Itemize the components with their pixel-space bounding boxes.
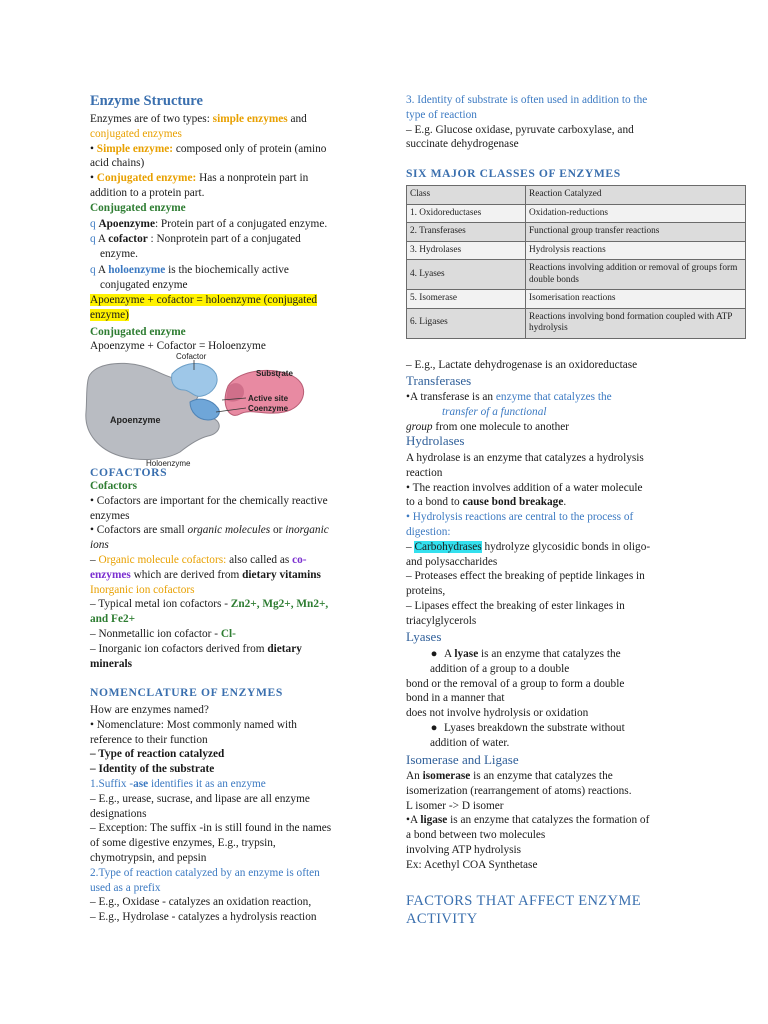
label-holoenzyme: Holoenzyme — [146, 459, 191, 468]
table-row: 2. Transferases Functional group transfer reactions — [407, 223, 746, 242]
substrate-naming: 3. Identity of substrate is often used in addition to the type of reaction – E.g. Glucose oxidase, pyruvate carboxylase, and succinate dehydrogenase — [406, 94, 648, 151]
nomenclature-heading: NOMENCLATURE OF ENZYMES — [90, 686, 283, 699]
table-header: Class — [407, 186, 526, 205]
section-title-enzyme-structure: Enzyme Structure — [90, 93, 203, 109]
heading-isomerase-ligase: Isomerase and Ligase — [406, 752, 519, 767]
subheading-conjugated-enzyme: Conjugated enzyme — [90, 201, 186, 214]
heading-hydrolases: Hydrolases — [406, 433, 465, 448]
six-classes-heading: SIX MAJOR CLASSES OF ENZYMES — [406, 167, 621, 180]
nomenclature-section: How are enzymes named? • Nomenclature: Most commonly named with reference to their function – Type of reaction catalyzed – Identity of the substrate 1.Suffix -ase identifies it as an enzyme – E.g., urease, sucrase, and lipase are all enzyme designations – Exception: The suffix -in is still found in the names of some digestive enzymes, E.g., trypsin, chymotrypsin, and pepsin 2.Type of reaction catalyzed by an enzyme is often used as a prefix – E.g., Oxidase - catalyzes an oxidation reaction, – E.g., Hydrolase - catalyzes a hydrolysis reaction — [90, 704, 332, 924]
isomerase-ligase-section: An isomerase is an enzyme that catalyzes the isomerization (rearrangement of atoms) reactions. L isomer -> D isomer •A ligase is an enzyme that catalyzes the formation of a bond between two molecules involving ATP hydrolysis Ex: Acethyl COA Synthetase — [406, 770, 650, 871]
enzyme-classes-table — [406, 185, 746, 339]
cofactors-section: Cofactors • Cofactors are important for the chemically reactive enzymes • Cofactors are small organic molecules or inorganic ions – Organic molecule cofactors: also called as co- enzymes which are derived from dietary vitamins Inorganic ion cofactors – Typical metal ion cofactors - Zn2+, Mg2+, Mn2+, and Fe2+ – Nonmetallic ion cofactor - Cl- – Inorganic ion cofactors derived from dietary minerals — [90, 480, 329, 670]
heading-transferases: Transferases — [406, 373, 472, 388]
heading-lyases: Lyases — [406, 629, 442, 644]
label-coenzyme: Coenzyme — [248, 404, 289, 413]
table-row: 4. Lyases Reactions involving addition or removal of groups form double bonds — [407, 260, 746, 290]
label-substrate: Substrate — [256, 369, 293, 378]
intro-paragraph: Enzymes are of two types: simple enzymes and conjugated enzymes • Simple enzyme: composed only of protein (amino acid chains) • Conjugated enzyme: Has a nonprotein part in addition to a protein part. Conjugated enzyme — [90, 113, 327, 214]
partial-line: – E.g., Lactate dehydrogenase is an oxidoreductase — [406, 359, 638, 371]
bullet: ● — [430, 721, 438, 734]
definitions-list: q Apoenzyme: Protein part of a conjugated enzyme. q A cofactor : Nonprotein part of a conjugated enzyme. q A holoenzyme is the biochemically active conjugated enzyme Apoenzyme + cofactor = holoenzyme (conjugated enzyme) Conjugated enzyme Apoenzyme + Cofactor = Holoenzyme — [90, 218, 328, 353]
table-row: 3. Hydrolases Hydrolysis reactions — [407, 241, 746, 260]
holoenzyme-diagram — [80, 350, 320, 468]
bullet: ● — [430, 648, 438, 660]
cofactors-caps-heading: COFACTORS — [90, 466, 168, 479]
transferases-section: •A transferase is an enzyme that catalyzes the transfer of a functional group from one molecule to another — [406, 391, 612, 433]
label-apoenzyme: Apoenzyme — [110, 415, 161, 425]
label-active-site: Active site — [248, 394, 289, 403]
table-header: Reaction Catalyzed — [526, 186, 746, 205]
table-row: 6. Ligases Reactions involving bond formation coupled with ATP hydrolysis — [407, 308, 746, 338]
factors-heading: FACTORS THAT AFFECT ENZYME ACTIVITY — [406, 893, 642, 927]
lyases-section: ● A lyase is an enzyme that catalyzes the addition of a group to a double bond or the removal of a group to form a double bond in a manner that does not involve hydrolysis or oxidation ● Lyases breakdown the substrate without addition of water. — [406, 648, 625, 749]
hydrolases-section: A hydrolase is an enzyme that catalyzes a hydrolysis reaction • The reaction involves addition of a water molecule to a bond to cause bond breakage. • Hydrolysis reactions are central to the process of digestion: – Carbohydrases hydrolyze glycosidic bonds in oligo- and polysaccharides – Proteases effect the breaking of peptide linkages in proteins, – Lipases effect the breaking of ester linkages in triacylglycerols — [406, 452, 651, 627]
label-cofactor: Cofactor — [176, 352, 207, 361]
subheading-conjugated-enzyme-2: Conjugated enzyme — [90, 325, 186, 338]
table-row: 5. Isomerase Isomerisation reactions — [407, 290, 746, 309]
table-header-row — [407, 186, 746, 205]
table-row: 1. Oxidoreductases Oxidation-reductions — [407, 204, 746, 223]
